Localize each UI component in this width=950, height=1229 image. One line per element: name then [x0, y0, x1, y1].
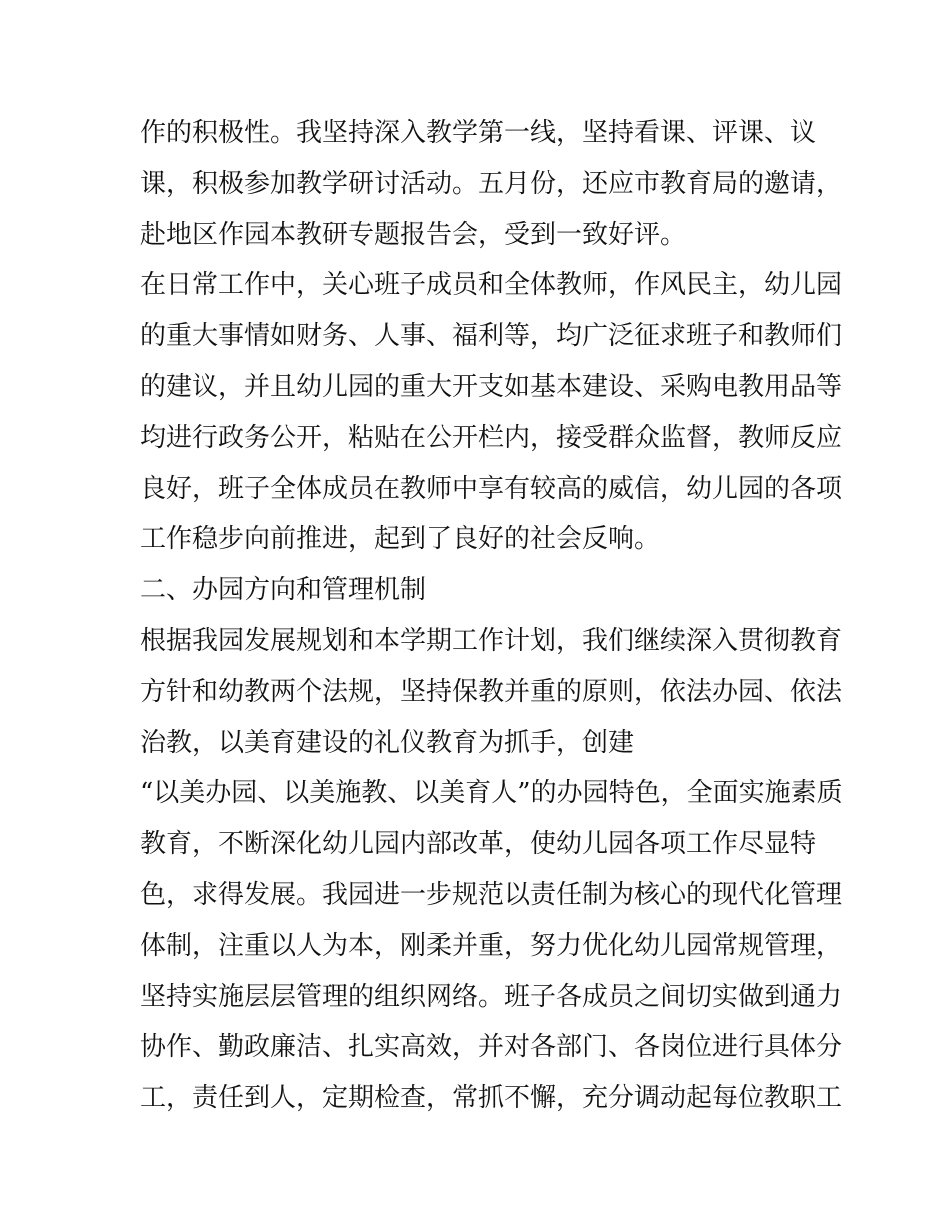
text-line-4: 在日常工作中，关心班子成员和全体教师，作风民主，幼儿园	[140, 270, 843, 301]
text-line-2: 课，积极参加教学研讨活动。五月份，还应市教育局的邀请，	[140, 168, 843, 199]
text-line-8: 良好，班子全体成员在教师中享有较高的威信，幼儿园的各项	[140, 473, 843, 504]
section-heading: 二、办园方向和管理机制	[140, 575, 427, 606]
text-line-17: 体制，注重以人为本，刚柔并重，努力优化幼儿园常规管理，	[140, 930, 843, 961]
text-line-18: 坚持实施层层管理的组织网络。班子各成员之间切实做到通力	[140, 981, 843, 1012]
text-line-7: 均进行政务公开，粘贴在公开栏内，接受群众监督，教师反应	[140, 422, 843, 453]
text-line-5: 的重大事情如财务、人事、福利等，均广泛征求班子和教师们	[140, 321, 843, 352]
text-line-9: 工作稳步向前推进，起到了良好的社会反响。	[140, 524, 661, 555]
text-line-14: “以美办园、以美施教、以美育人”的办园特色，全面实施素质	[140, 778, 843, 809]
text-line-1: 作的积极性。我坚持深入教学第一线，坚持看课、评课、议	[140, 118, 817, 148]
text-line-3: 赴地区作园本教研专题报告会，受到一致好评。	[140, 219, 687, 250]
body-text	[140, 108, 843, 1124]
text-line-6: 的建议，并且幼儿园的重大开支如基本建设、采购电教用品等	[140, 371, 843, 402]
text-line-15: 教育，不断深化幼儿园内部改革，使幼儿园各项工作尽显特	[140, 829, 817, 860]
text-line-20: 工，责任到人，定期检查，常抓不懈，充分调动起每位教职工	[140, 1083, 843, 1114]
text-line-12: 方针和幼教两个法规，坚持保教并重的原则，依法办园、依法	[140, 676, 843, 707]
text-line-13: 治教，以美育建设的礼仪教育为抓手，创建	[140, 727, 635, 758]
text-line-19: 协作、勤政廉洁、扎实高效，并对各部门、各岗位进行具体分	[140, 1032, 843, 1063]
text-line-11: 根据我园发展规划和本学期工作计划，我们继续深入贯彻教育	[140, 625, 843, 656]
text-line-16: 色，求得发展。我园进一步规范以责任制为核心的现代化管理	[140, 879, 843, 910]
